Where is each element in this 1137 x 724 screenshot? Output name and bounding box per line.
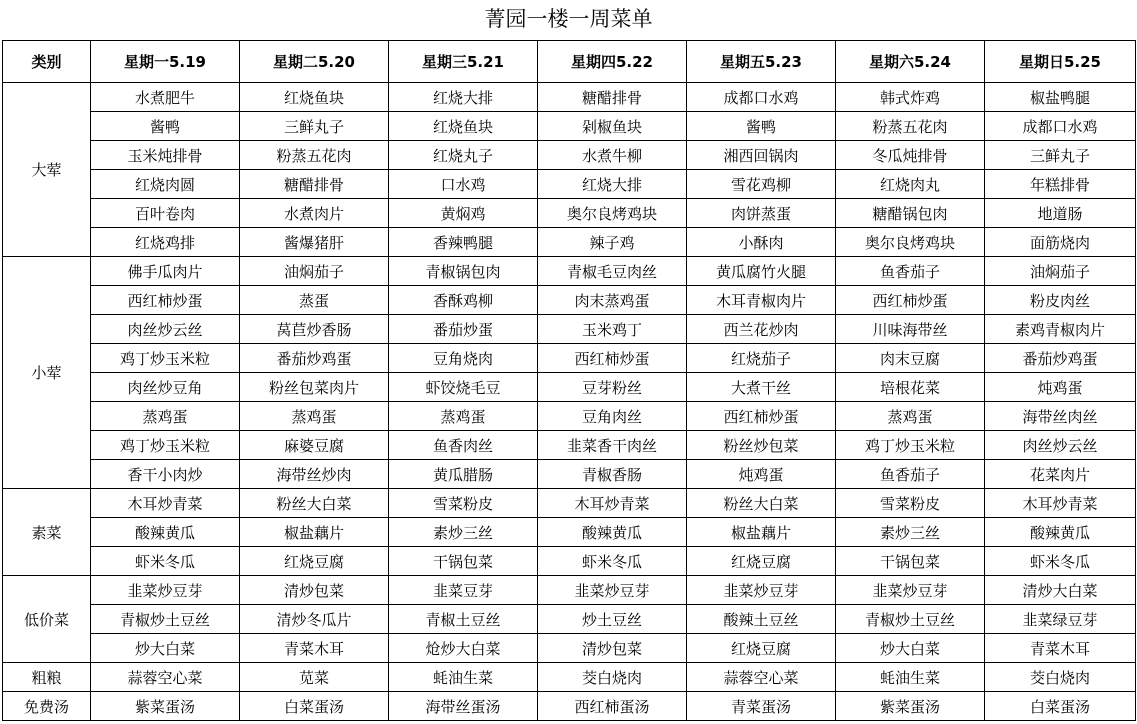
dish-cell: 湘西回锅肉	[687, 141, 836, 170]
dish-cell: 青菜木耳	[240, 634, 389, 663]
dish-cell: 紫菜蛋汤	[836, 692, 985, 721]
dish-cell: 木耳青椒肉片	[687, 286, 836, 315]
dish-cell: 清炒冬瓜片	[240, 605, 389, 634]
dish-cell: 番茄炒蛋	[389, 315, 538, 344]
dish-cell: 川味海带丝	[836, 315, 985, 344]
dish-cell: 酱鸭	[91, 112, 240, 141]
header-day-tue: 星期二5.20	[240, 41, 389, 83]
dish-cell: 玉米炖排骨	[91, 141, 240, 170]
dish-cell: 青椒土豆丝	[389, 605, 538, 634]
dish-cell: 雪菜粉皮	[836, 489, 985, 518]
table-row	[3, 228, 1136, 257]
dish-cell: 木耳炒青菜	[985, 489, 1136, 518]
dish-cell: 虾米冬瓜	[91, 547, 240, 576]
dish-cell: 糖醋排骨	[538, 83, 687, 112]
dish-cell: 红烧大排	[538, 170, 687, 199]
dish-cell: 莴苣炒香肠	[240, 315, 389, 344]
category-label: 素菜	[3, 489, 91, 576]
table-row	[3, 460, 1136, 489]
header-day-sun: 星期日5.25	[985, 41, 1136, 83]
dish-cell: 面筋烧肉	[985, 228, 1136, 257]
table-row	[3, 431, 1136, 460]
dish-cell: 鱼香茄子	[836, 257, 985, 286]
dish-cell: 红烧肉圆	[91, 170, 240, 199]
table-row	[3, 170, 1136, 199]
dish-cell: 韭菜炒豆芽	[538, 576, 687, 605]
dish-cell: 苋菜	[240, 663, 389, 692]
dish-cell: 口水鸡	[389, 170, 538, 199]
category-label: 大荤	[3, 83, 91, 257]
dish-cell: 木耳炒青菜	[538, 489, 687, 518]
dish-cell: 肉饼蒸蛋	[687, 199, 836, 228]
dish-cell: 素炒三丝	[389, 518, 538, 547]
dish-cell: 红烧茄子	[687, 344, 836, 373]
dish-cell: 香辣鸭腿	[389, 228, 538, 257]
dish-cell: 韭菜豆芽	[389, 576, 538, 605]
category-label: 低价菜	[3, 576, 91, 663]
dish-cell: 粉蒸五花肉	[836, 112, 985, 141]
dish-cell: 红烧鸡排	[91, 228, 240, 257]
table-row	[3, 576, 1136, 605]
dish-cell: 红烧豆腐	[687, 634, 836, 663]
dish-cell: 椒盐鸭腿	[985, 83, 1136, 112]
dish-cell: 黄瓜腊肠	[389, 460, 538, 489]
dish-cell: 韩式炸鸡	[836, 83, 985, 112]
table-row	[3, 373, 1136, 402]
dish-cell: 鸡丁炒玉米粒	[91, 431, 240, 460]
dish-cell: 干锅包菜	[389, 547, 538, 576]
dish-cell: 蚝油生菜	[836, 663, 985, 692]
table-row	[3, 663, 1136, 692]
dish-cell: 奥尔良烤鸡块	[538, 199, 687, 228]
header-day-wed: 星期三5.21	[389, 41, 538, 83]
dish-cell: 青菜木耳	[985, 634, 1136, 663]
dish-cell: 酱鸭	[687, 112, 836, 141]
dish-cell: 糖醋锅包肉	[836, 199, 985, 228]
dish-cell: 雪花鸡柳	[687, 170, 836, 199]
dish-cell: 干锅包菜	[836, 547, 985, 576]
dish-cell: 鸡丁炒玉米粒	[91, 344, 240, 373]
header-day-sat: 星期六5.24	[836, 41, 985, 83]
dish-cell: 培根花菜	[836, 373, 985, 402]
header-day-mon: 星期一5.19	[91, 41, 240, 83]
table-row	[3, 634, 1136, 663]
dish-cell: 韭菜炒豆芽	[687, 576, 836, 605]
dish-cell: 粉皮肉丝	[985, 286, 1136, 315]
dish-cell: 韭菜炒豆芽	[91, 576, 240, 605]
dish-cell: 白菜蛋汤	[240, 692, 389, 721]
dish-cell: 虾饺烧毛豆	[389, 373, 538, 402]
header-day-thu: 星期四5.22	[538, 41, 687, 83]
dish-cell: 素鸡青椒肉片	[985, 315, 1136, 344]
table-body	[3, 83, 1136, 721]
dish-cell: 红烧鱼块	[389, 112, 538, 141]
dish-cell: 西兰花炒肉	[687, 315, 836, 344]
dish-cell: 蒸鸡蛋	[240, 402, 389, 431]
dish-cell: 鱼香肉丝	[389, 431, 538, 460]
dish-cell: 粉丝包菜肉片	[240, 373, 389, 402]
dish-cell: 炖鸡蛋	[985, 373, 1136, 402]
table-row	[3, 199, 1136, 228]
dish-cell: 红烧鱼块	[240, 83, 389, 112]
dish-cell: 水煮肥牛	[91, 83, 240, 112]
dish-cell: 黄焖鸡	[389, 199, 538, 228]
dish-cell: 剁椒鱼块	[538, 112, 687, 141]
dish-cell: 茭白烧肉	[538, 663, 687, 692]
table-header	[3, 41, 1136, 83]
dish-cell: 青椒锅包肉	[389, 257, 538, 286]
dish-cell: 木耳炒青菜	[91, 489, 240, 518]
dish-cell: 西红柿炒蛋	[91, 286, 240, 315]
table-row	[3, 315, 1136, 344]
dish-cell: 粉丝炒包菜	[687, 431, 836, 460]
table-row	[3, 518, 1136, 547]
dish-cell: 蒸鸡蛋	[836, 402, 985, 431]
dish-cell: 炒大白菜	[836, 634, 985, 663]
dish-cell: 青椒炒土豆丝	[91, 605, 240, 634]
dish-cell: 清炒包菜	[240, 576, 389, 605]
dish-cell: 酸辣黄瓜	[985, 518, 1136, 547]
dish-cell: 番茄炒鸡蛋	[985, 344, 1136, 373]
dish-cell: 青椒炒土豆丝	[836, 605, 985, 634]
dish-cell: 素炒三丝	[836, 518, 985, 547]
table-row	[3, 402, 1136, 431]
dish-cell: 油焖茄子	[240, 257, 389, 286]
table-row	[3, 112, 1136, 141]
dish-cell: 成都口水鸡	[687, 83, 836, 112]
dish-cell: 炝炒大白菜	[389, 634, 538, 663]
dish-cell: 肉丝炒云丝	[91, 315, 240, 344]
table-row	[3, 605, 1136, 634]
table-row	[3, 344, 1136, 373]
dish-cell: 豆角烧肉	[389, 344, 538, 373]
dish-cell: 鱼香茄子	[836, 460, 985, 489]
dish-cell: 粉蒸五花肉	[240, 141, 389, 170]
dish-cell: 粉丝大白菜	[687, 489, 836, 518]
dish-cell: 西红柿炒蛋	[538, 344, 687, 373]
dish-cell: 虾米冬瓜	[985, 547, 1136, 576]
dish-cell: 白菜蛋汤	[985, 692, 1136, 721]
dish-cell: 红烧丸子	[389, 141, 538, 170]
table-row	[3, 257, 1136, 286]
dish-cell: 酱爆猪肝	[240, 228, 389, 257]
dish-cell: 清炒包菜	[538, 634, 687, 663]
dish-cell: 油焖茄子	[985, 257, 1136, 286]
dish-cell: 酸辣黄瓜	[91, 518, 240, 547]
dish-cell: 麻婆豆腐	[240, 431, 389, 460]
dish-cell: 蚝油生菜	[389, 663, 538, 692]
dish-cell: 虾米冬瓜	[538, 547, 687, 576]
dish-cell: 清炒大白菜	[985, 576, 1136, 605]
dish-cell: 冬瓜炖排骨	[836, 141, 985, 170]
dish-cell: 韭菜炒豆芽	[836, 576, 985, 605]
dish-cell: 海带丝肉丝	[985, 402, 1136, 431]
dish-cell: 青菜蛋汤	[687, 692, 836, 721]
dish-cell: 炒土豆丝	[538, 605, 687, 634]
dish-cell: 香干小肉炒	[91, 460, 240, 489]
table-row	[3, 547, 1136, 576]
dish-cell: 玉米鸡丁	[538, 315, 687, 344]
header-category: 类别	[3, 41, 91, 83]
dish-cell: 粉丝大白菜	[240, 489, 389, 518]
dish-cell: 糖醋排骨	[240, 170, 389, 199]
dish-cell: 小酥肉	[687, 228, 836, 257]
category-label: 粗粮	[3, 663, 91, 692]
dish-cell: 红烧豆腐	[687, 547, 836, 576]
table-row	[3, 489, 1136, 518]
page-title: 菁园一楼一周菜单	[484, 7, 653, 31]
dish-cell: 茭白烧肉	[985, 663, 1136, 692]
dish-cell: 水煮肉片	[240, 199, 389, 228]
dish-cell: 海带丝炒肉	[240, 460, 389, 489]
dish-cell: 椒盐藕片	[687, 518, 836, 547]
header-day-fri: 星期五5.23	[687, 41, 836, 83]
dish-cell: 蒸鸡蛋	[91, 402, 240, 431]
dish-cell: 炒大白菜	[91, 634, 240, 663]
dish-cell: 黄瓜腐竹火腿	[687, 257, 836, 286]
table-row	[3, 83, 1136, 112]
dish-cell: 雪菜粉皮	[389, 489, 538, 518]
category-label: 免费汤	[3, 692, 91, 721]
dish-cell: 红烧肉丸	[836, 170, 985, 199]
weekly-menu-table	[2, 40, 1136, 721]
dish-cell: 韭菜香干肉丝	[538, 431, 687, 460]
dish-cell: 辣子鸡	[538, 228, 687, 257]
dish-cell: 豆芽粉丝	[538, 373, 687, 402]
dish-cell: 佛手瓜肉片	[91, 257, 240, 286]
dish-cell: 蒸蛋	[240, 286, 389, 315]
dish-cell: 椒盐藕片	[240, 518, 389, 547]
dish-cell: 花菜肉片	[985, 460, 1136, 489]
dish-cell: 肉丝炒云丝	[985, 431, 1136, 460]
dish-cell: 水煮牛柳	[538, 141, 687, 170]
dish-cell: 西红柿炒蛋	[687, 402, 836, 431]
dish-cell: 百叶卷肉	[91, 199, 240, 228]
dish-cell: 炖鸡蛋	[687, 460, 836, 489]
dish-cell: 肉丝炒豆角	[91, 373, 240, 402]
dish-cell: 蒸鸡蛋	[389, 402, 538, 431]
dish-cell: 酸辣土豆丝	[687, 605, 836, 634]
dish-cell: 蒜蓉空心菜	[687, 663, 836, 692]
dish-cell: 奥尔良烤鸡块	[836, 228, 985, 257]
dish-cell: 紫菜蛋汤	[91, 692, 240, 721]
dish-cell: 蒜蓉空心菜	[91, 663, 240, 692]
dish-cell: 地道肠	[985, 199, 1136, 228]
dish-cell: 海带丝蛋汤	[389, 692, 538, 721]
dish-cell: 香酥鸡柳	[389, 286, 538, 315]
dish-cell: 西红柿炒蛋	[836, 286, 985, 315]
table-row	[3, 692, 1136, 721]
dish-cell: 三鲜丸子	[240, 112, 389, 141]
category-label: 小荤	[3, 257, 91, 489]
dish-cell: 青椒香肠	[538, 460, 687, 489]
dish-cell: 红烧豆腐	[240, 547, 389, 576]
table-row	[3, 141, 1136, 170]
dish-cell: 豆角肉丝	[538, 402, 687, 431]
dish-cell: 肉末蒸鸡蛋	[538, 286, 687, 315]
dish-cell: 大煮干丝	[687, 373, 836, 402]
dish-cell: 韭菜绿豆芽	[985, 605, 1136, 634]
dish-cell: 酸辣黄瓜	[538, 518, 687, 547]
dish-cell: 鸡丁炒玉米粒	[836, 431, 985, 460]
dish-cell: 红烧大排	[389, 83, 538, 112]
dish-cell: 三鲜丸子	[985, 141, 1136, 170]
table-row	[3, 286, 1136, 315]
dish-cell: 年糕排骨	[985, 170, 1136, 199]
dish-cell: 番茄炒鸡蛋	[240, 344, 389, 373]
dish-cell: 西红柿蛋汤	[538, 692, 687, 721]
dish-cell: 肉末豆腐	[836, 344, 985, 373]
header-row	[3, 41, 1136, 83]
dish-cell: 成都口水鸡	[985, 112, 1136, 141]
dish-cell: 青椒毛豆肉丝	[538, 257, 687, 286]
